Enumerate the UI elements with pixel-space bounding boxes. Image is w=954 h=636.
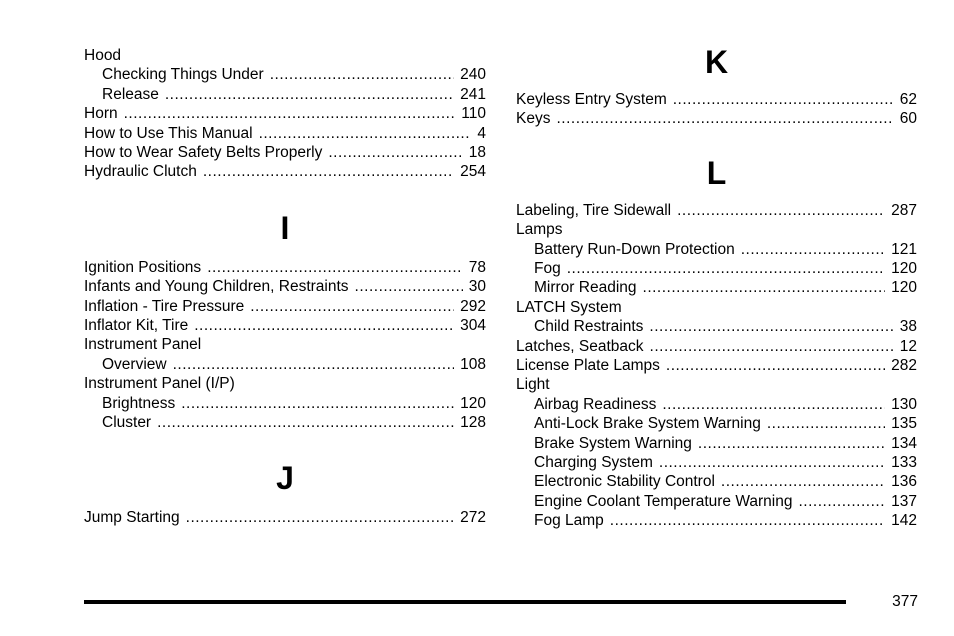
index-entry-latch-system <box>516 298 917 318</box>
index-page-number: 135 <box>891 415 917 433</box>
index-page-number: 18 <box>468 144 486 161</box>
index-entry-hood <box>84 46 486 66</box>
index-page-number: 254 <box>460 163 486 181</box>
index-term: Overview <box>102 355 167 373</box>
index-page-number: 287 <box>891 201 917 219</box>
index-term: Infants and Young Children, Restraints <box>84 278 349 296</box>
dot-leader <box>259 124 472 144</box>
dot-leader <box>328 143 462 163</box>
index-page-number: 108 <box>460 355 486 373</box>
index-entry-how-to-wear-safety-belts-properly <box>84 143 486 163</box>
index-term: Lamps <box>516 221 563 239</box>
index-page-number: 120 <box>891 279 917 297</box>
dot-leader <box>643 278 886 298</box>
dot-leader <box>666 356 885 376</box>
dot-leader <box>567 259 885 279</box>
index-term: Anti-Lock Brake System Warning <box>534 415 761 433</box>
index-page-number: 241 <box>460 85 486 103</box>
index-page-number: 133 <box>891 454 917 471</box>
dot-leader <box>721 472 885 492</box>
section-letter-i: I <box>280 209 290 246</box>
index-entry-keyless-entry-system <box>516 90 917 110</box>
index-entry-anti-lock-brake-system-warning <box>534 414 917 434</box>
index-entry-jump-starting <box>84 508 486 528</box>
index-page-number: 137 <box>891 492 917 510</box>
dot-leader <box>250 297 454 317</box>
index-entry-overview <box>102 355 486 375</box>
index-page-number: 120 <box>891 260 917 277</box>
index-term: Inflation - Tire Pressure <box>84 297 245 315</box>
index-term: Hydraulic Clutch <box>84 163 197 181</box>
index-term: Light <box>516 376 550 394</box>
index-term: How to Wear Safety Belts Properly <box>84 144 323 161</box>
index-term: Brightness <box>102 394 176 412</box>
index-term: Mirror Reading <box>534 279 637 297</box>
index-entry-brightness <box>102 394 486 414</box>
index-page-number: 136 <box>891 473 917 491</box>
index-term: Fog <box>534 260 561 277</box>
index-entry-license-plate-lamps <box>516 356 917 376</box>
dot-leader <box>649 317 893 337</box>
index-page-number: 78 <box>468 258 486 276</box>
index-page-number: 121 <box>891 240 917 258</box>
dot-leader <box>124 104 456 124</box>
index-term: Horn <box>84 105 118 123</box>
index-term: Charging System <box>534 454 653 471</box>
index-entry-infants-and-young-children-restraints <box>84 277 486 297</box>
index-entry-engine-coolant-temperature-warning <box>534 492 917 512</box>
index-entry-hydraulic-clutch <box>84 162 486 182</box>
dot-leader <box>157 413 454 433</box>
index-page-number: 60 <box>899 110 917 128</box>
index-term: Checking Things Under <box>102 66 264 84</box>
dot-leader <box>173 355 455 375</box>
index-entry-inflation-tire-pressure <box>84 297 486 317</box>
index-term: Electronic Stability Control <box>534 473 715 491</box>
page-number: 377 <box>892 593 918 610</box>
index-entry-light <box>516 375 917 395</box>
index-page-number: 134 <box>891 434 917 452</box>
index-term: Engine Coolant Temperature Warning <box>534 492 793 510</box>
index-page-number: 62 <box>899 91 917 108</box>
index-term: Keyless Entry System <box>516 91 667 108</box>
index-page-number: 142 <box>891 512 917 530</box>
index-page-number: 282 <box>891 357 917 374</box>
index-entry-ignition-positions <box>84 258 486 278</box>
index-term: Battery Run-Down Protection <box>534 240 735 258</box>
index-entry-horn <box>84 104 486 124</box>
dot-leader <box>650 337 894 357</box>
dot-leader <box>698 434 885 454</box>
index-term: Inflator Kit, Tire <box>84 317 189 334</box>
footer-rule <box>84 600 846 604</box>
index-term: Hood <box>84 47 122 64</box>
index-entry-release <box>102 85 486 105</box>
dot-leader <box>165 85 454 105</box>
index-entry-battery-run-down-protection <box>534 240 917 260</box>
index-term: Latches, Seatback <box>516 337 644 355</box>
dot-leader <box>186 508 454 528</box>
dot-leader <box>659 453 885 473</box>
index-term: Instrument Panel <box>84 336 202 354</box>
index-page-number: 240 <box>460 66 486 84</box>
dot-leader <box>181 394 454 414</box>
index-entry-checking-things-under <box>102 65 486 85</box>
section-letter-l: L <box>706 154 727 191</box>
index-page-number: 12 <box>899 337 917 355</box>
index-entry-airbag-readiness <box>534 395 917 415</box>
index-entry-charging-system <box>534 453 917 473</box>
index-entry-child-restraints <box>534 317 917 337</box>
dot-leader <box>767 414 885 434</box>
index-term: Airbag Readiness <box>534 395 657 413</box>
index-page-number: 130 <box>891 395 917 413</box>
index-entry-fog <box>534 259 917 279</box>
dot-leader <box>194 316 454 336</box>
dot-leader <box>203 162 454 182</box>
dot-leader <box>355 277 463 297</box>
dot-leader <box>207 258 463 278</box>
index-term: Jump Starting <box>84 509 180 527</box>
section-letter-k: K <box>704 44 729 80</box>
dot-leader <box>610 511 885 531</box>
index-entry-lamps <box>516 220 917 240</box>
index-entry-latches-seatback <box>516 337 917 357</box>
dot-leader <box>662 395 885 415</box>
index-page-number: 304 <box>460 317 486 334</box>
index-page-number: 272 <box>460 509 486 527</box>
index-term: Ignition Positions <box>84 258 202 276</box>
index-entry-mirror-reading <box>534 278 917 298</box>
index-entry-keys <box>516 109 917 129</box>
dot-leader <box>741 240 885 260</box>
index-page-number: 128 <box>460 414 486 431</box>
index-page-number: 292 <box>460 297 486 315</box>
index-term: LATCH System <box>516 298 622 316</box>
index-term: Labeling, Tire Sidewall <box>516 201 672 219</box>
index-page-number: 38 <box>899 318 917 336</box>
index-term: How to Use This Manual <box>84 124 253 142</box>
dot-leader <box>677 201 885 221</box>
index-entry-instrument-panel <box>84 335 486 355</box>
index-term: Brake System Warning <box>534 434 692 452</box>
index-term: Keys <box>516 110 551 128</box>
dot-leader <box>556 109 893 129</box>
index-term: Child Restraints <box>534 318 644 336</box>
index-entry-electronic-stability-control <box>534 472 917 492</box>
index-entry-how-to-use-this-manual <box>84 124 486 144</box>
index-entry-cluster <box>102 413 486 433</box>
index-entry-instrument-panel-i-p <box>84 374 486 394</box>
index-page-number: 30 <box>468 278 486 296</box>
index-term: License Plate Lamps <box>516 357 660 374</box>
index-page-number: 4 <box>477 124 486 142</box>
index-entry-brake-system-warning <box>534 434 917 454</box>
index-term: Release <box>102 85 159 103</box>
index-entry-labeling-tire-sidewall <box>516 201 917 221</box>
index-term: Instrument Panel (I/P) <box>84 375 235 393</box>
index-entry-fog-lamp <box>534 511 917 531</box>
index-entry-inflator-kit-tire <box>84 316 486 336</box>
index-term: Fog Lamp <box>534 512 604 530</box>
index-page-number: 110 <box>461 105 486 123</box>
dot-leader <box>673 90 894 110</box>
index-term: Cluster <box>102 414 152 431</box>
section-letter-j: J <box>276 460 294 497</box>
dot-leader <box>270 65 454 85</box>
index-page-number: 120 <box>460 394 486 412</box>
dot-leader <box>798 492 885 512</box>
